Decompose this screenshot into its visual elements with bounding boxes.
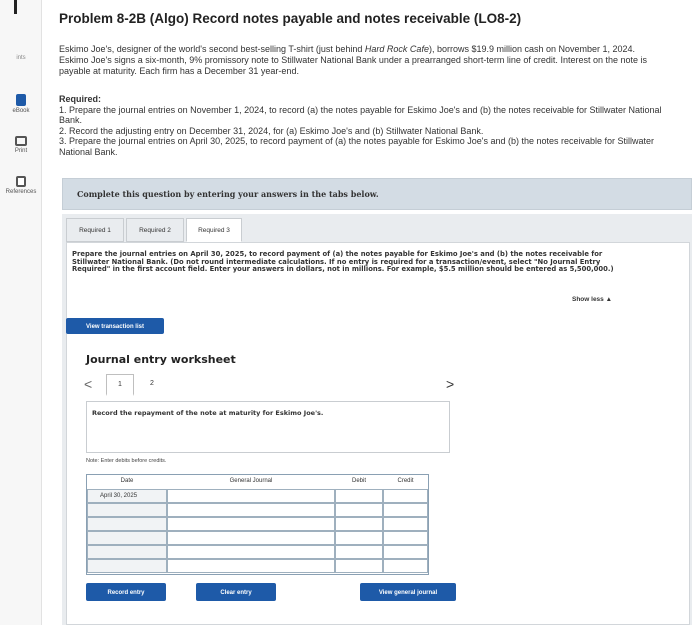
sidebar-item-label: Print xyxy=(14,148,28,154)
tab-required-3[interactable]: Required 3 xyxy=(186,218,242,242)
intro-text-post: ), borrows $19.9 million cash on November 1, 2024. Eskimo Joe's signs a six-month, 9% promissory note to Stillwater National Bank under a prearranged short-term line of credit. Interest on the note is payable at maturity. Each firm has a December 31 year-end. xyxy=(59,44,647,76)
journal-header-debit: Debit xyxy=(351,478,366,484)
complete-question-bar: Complete this question by entering your answers in the tabs below. xyxy=(62,178,692,210)
instructions-text: Prepare the journal entries on April 30, 2025, to record payment of (a) the notes payable for Eskimo Joe's and (b) the notes receivable for Stillwater National Bank. (Do not round intermediate calculations. If no entry is required for a transaction/event, select "No Journal Entry Required" in the first account field. Enter your answers in dollars, not in millions. For example, $5.5 million should be entered as 5,500,000.) xyxy=(72,250,614,274)
prev-entry-arrow[interactable]: < xyxy=(84,376,93,392)
journal-cell-debit[interactable] xyxy=(335,559,383,573)
required-heading: Required: xyxy=(59,94,102,104)
sidebar-item-print[interactable] xyxy=(0,136,42,154)
journal-cell-date[interactable] xyxy=(87,545,167,559)
book-icon xyxy=(16,94,26,106)
print-icon xyxy=(15,136,27,146)
journal-cell-debit[interactable] xyxy=(335,545,383,559)
journal-cell-general-journal[interactable] xyxy=(167,545,335,559)
journal-cell-debit[interactable] xyxy=(335,489,383,503)
tab-required-2[interactable]: Required 2 xyxy=(126,218,184,242)
show-less-link[interactable]: Show less ▲ xyxy=(572,296,613,303)
journal-cell-debit[interactable] xyxy=(335,531,383,545)
journal-cell-date[interactable] xyxy=(87,531,167,545)
journal-cell-credit[interactable] xyxy=(383,559,428,573)
journal-header-date: Date xyxy=(120,478,134,484)
journal-cell-credit[interactable] xyxy=(383,503,428,517)
journal-cell-date[interactable] xyxy=(87,559,167,573)
worksheet-page-1[interactable]: 1 xyxy=(106,374,134,396)
next-entry-arrow[interactable]: > xyxy=(446,376,455,392)
sidebar-item-label: References xyxy=(5,189,37,195)
debits-note: Note: Enter debits before credits. xyxy=(86,458,167,464)
journal-cell-general-journal[interactable] xyxy=(167,503,335,517)
record-description: Record the repayment of the note at maturity for Eskimo Joe's. xyxy=(92,409,324,417)
top-divider xyxy=(14,0,17,14)
sidebar-item-label: eBook xyxy=(12,108,30,114)
required-item-2: 2. Record the adjusting entry on December 31, 2024, for (a) Eskimo Joe's and (b) Stillwater National Bank. xyxy=(59,125,484,136)
problem-title: Problem 8-2B (Algo) Record notes payable and notes receivable (LO8-2) xyxy=(59,11,522,26)
journal-cell-credit[interactable] xyxy=(383,517,428,531)
problem-intro xyxy=(59,44,659,77)
journal-cell-date[interactable] xyxy=(87,503,167,517)
sidebar-item-references[interactable] xyxy=(0,176,42,195)
view-general-journal-button[interactable]: View general journal xyxy=(360,583,456,601)
journal-cell-debit[interactable] xyxy=(335,517,383,531)
tab-required-1[interactable]: Required 1 xyxy=(66,218,124,242)
references-icon xyxy=(16,176,26,187)
required-item-3: 3. Prepare the journal entries on April 30, 2025, to record payment of (a) the notes payable for Eskimo Joe's and (b) the notes receivable for Stillwater National Bank. xyxy=(59,136,655,157)
worksheet-title: Journal entry worksheet xyxy=(86,353,236,366)
worksheet-page-2[interactable]: 2 xyxy=(150,380,154,387)
journal-cell-date[interactable] xyxy=(87,517,167,531)
journal-cell-credit[interactable] xyxy=(383,489,428,503)
record-entry-button[interactable]: Record entry xyxy=(86,583,166,601)
journal-cell-credit[interactable] xyxy=(383,545,428,559)
journal-cell-credit[interactable] xyxy=(383,531,428,545)
journal-cell-general-journal[interactable] xyxy=(167,531,335,545)
journal-header-credit: Credit xyxy=(397,478,414,484)
journal-cell-general-journal[interactable] xyxy=(167,517,335,531)
journal-cell-general-journal[interactable] xyxy=(167,559,335,573)
journal-cell-general-journal[interactable] xyxy=(167,489,335,503)
required-item-1: 1. Prepare the journal entries on November 1, 2024, to record (a) the notes payable for Eskimo Joe's and (b) the notes receivable for Stillwater National Bank. xyxy=(59,104,662,125)
intro-text-pre: Eskimo Joe's, designer of the world's second best-selling T-shirt (just behind xyxy=(59,44,365,54)
journal-cell-debit[interactable] xyxy=(335,503,383,517)
journal-date-value: April 30, 2025 xyxy=(100,493,138,499)
journal-header-general-journal: General Journal xyxy=(229,478,273,484)
sidebar-top-label: ints xyxy=(16,55,26,61)
required-block xyxy=(59,94,674,157)
clear-entry-button[interactable]: Clear entry xyxy=(196,583,276,601)
intro-text-italic: Hard Rock Cafe xyxy=(364,44,429,54)
sidebar-item-ebook[interactable] xyxy=(0,94,42,114)
view-transaction-list-button[interactable]: View transaction list xyxy=(66,318,164,334)
